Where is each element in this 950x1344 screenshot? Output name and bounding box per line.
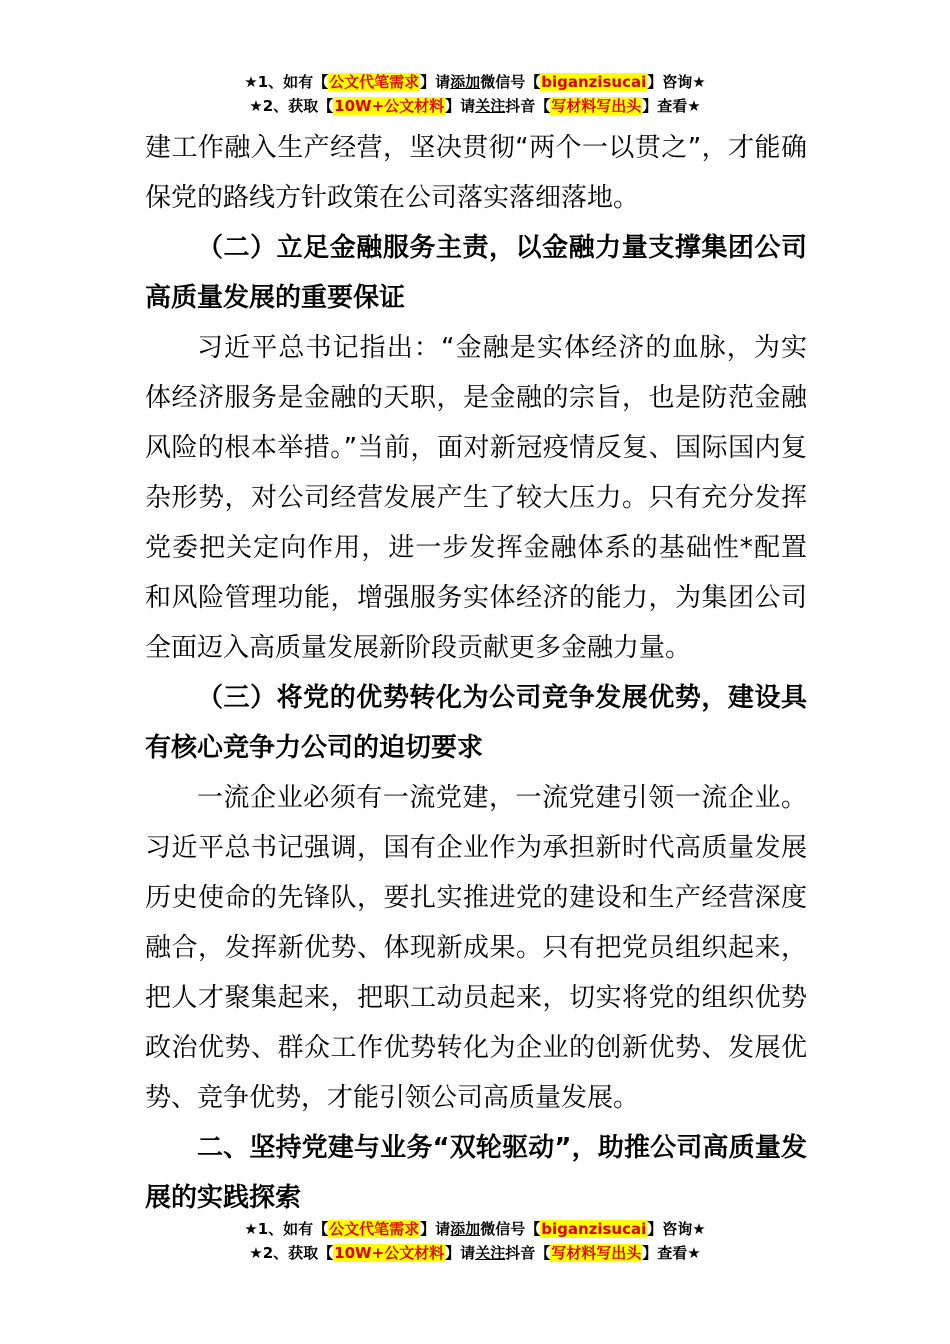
banner-text: 】请	[445, 97, 476, 115]
banner-line-2	[0, 94, 950, 118]
banner-text: 】查看	[642, 1244, 688, 1262]
banner-text: 】查看	[642, 97, 688, 115]
document-body	[145, 123, 807, 1223]
banner-line-1	[0, 70, 950, 94]
star-icon: ★	[692, 1220, 706, 1238]
banner-text: 】咨询	[647, 1220, 693, 1238]
banner-text: 】请	[420, 1220, 451, 1238]
highlight-materials: 10W+公文材料	[334, 97, 445, 115]
footer-banner	[0, 1217, 950, 1265]
star-icon: ★	[687, 97, 701, 115]
banner-underlined: 添加	[450, 73, 481, 91]
star-icon: ★	[687, 1244, 701, 1262]
banner-underlined: 关注	[475, 1244, 506, 1262]
banner-text: 微信号【	[480, 1220, 541, 1238]
highlight-wechat-id: biganzisucai	[541, 1220, 647, 1238]
banner-line-1	[0, 1217, 950, 1241]
paragraph-finance: 习近平总书记指出：“金融是实体经济的血脉，为实体经济服务是金融的天职，是金融的宗旨，也是防范金融风险的根本举措。”当前，面对新冠疫情反复、国际国内复杂形势，对公司经营发展产生了较大压力。只有充分发挥党委把关定向作用，进一步发挥金融体系的基础性*配置和风险管理功能，增强服务实体经济的能力，为集团公司全面迈入高质量发展新阶段贡献更多金融力量。	[145, 333, 807, 663]
banner-text: 2、获取【	[262, 1244, 334, 1262]
banner-underlined: 关注	[475, 97, 506, 115]
banner-underlined: 添加	[450, 1220, 481, 1238]
banner-text: 抖音【	[505, 1244, 551, 1262]
banner-text: 】请	[445, 1244, 476, 1262]
star-icon: ★	[249, 97, 263, 115]
banner-text: 】请	[420, 73, 451, 91]
banner-text: 1、如有【	[257, 73, 329, 91]
banner-text: 1、如有【	[257, 1220, 329, 1238]
star-icon: ★	[244, 1220, 258, 1238]
highlight-wechat-id: biganzisucai	[541, 73, 647, 91]
star-icon: ★	[244, 73, 258, 91]
header-banner	[0, 70, 950, 118]
paragraph-party-building: 一流企业必须有一流党建，一流党建引领一流企业。习近平总书记强调，国有企业作为承担新时代高质量发展历史使命的先锋队，要扎实推进党的建设和生产经营深度融合，发挥新优势、体现新成果。只有把党员组织起来，把人才聚集起来，把职工动员起来，切实将党的组织优势政治优势、群众工作优势转化为企业的创新优势、发展优势、竞争优势，才能引领公司高质量发展。	[145, 783, 807, 1113]
star-icon: ★	[692, 73, 706, 91]
highlight-douyin: 写材料写出头	[551, 1244, 642, 1262]
paragraph-continued: 建工作融入生产经营，坚决贯彻“两个一以贯之”，才能确保党的路线方针政策在公司落实落细落地。	[145, 133, 807, 213]
banner-line-2	[0, 1241, 950, 1265]
star-icon: ★	[249, 1244, 263, 1262]
highlight-douyin: 写材料写出头	[551, 97, 642, 115]
highlight-materials: 10W+公文材料	[334, 1244, 445, 1262]
highlight-service: 公文代笔需求	[329, 1220, 420, 1238]
chapter-heading-2: 二、坚持党建与业务“双轮驱动”，助推公司高质量发展的实践探索	[145, 1133, 807, 1213]
highlight-service: 公文代笔需求	[329, 73, 420, 91]
section-heading-3: （三）将党的优势转化为公司竞争发展优势，建设具有核心竞争力公司的迫切要求	[145, 683, 807, 763]
banner-text: 抖音【	[505, 97, 551, 115]
banner-text: 】咨询	[647, 73, 693, 91]
section-heading-2: （二）立足金融服务主责，以金融力量支撑集团公司高质量发展的重要保证	[145, 233, 807, 313]
banner-text: 2、获取【	[262, 97, 334, 115]
banner-text: 微信号【	[480, 73, 541, 91]
